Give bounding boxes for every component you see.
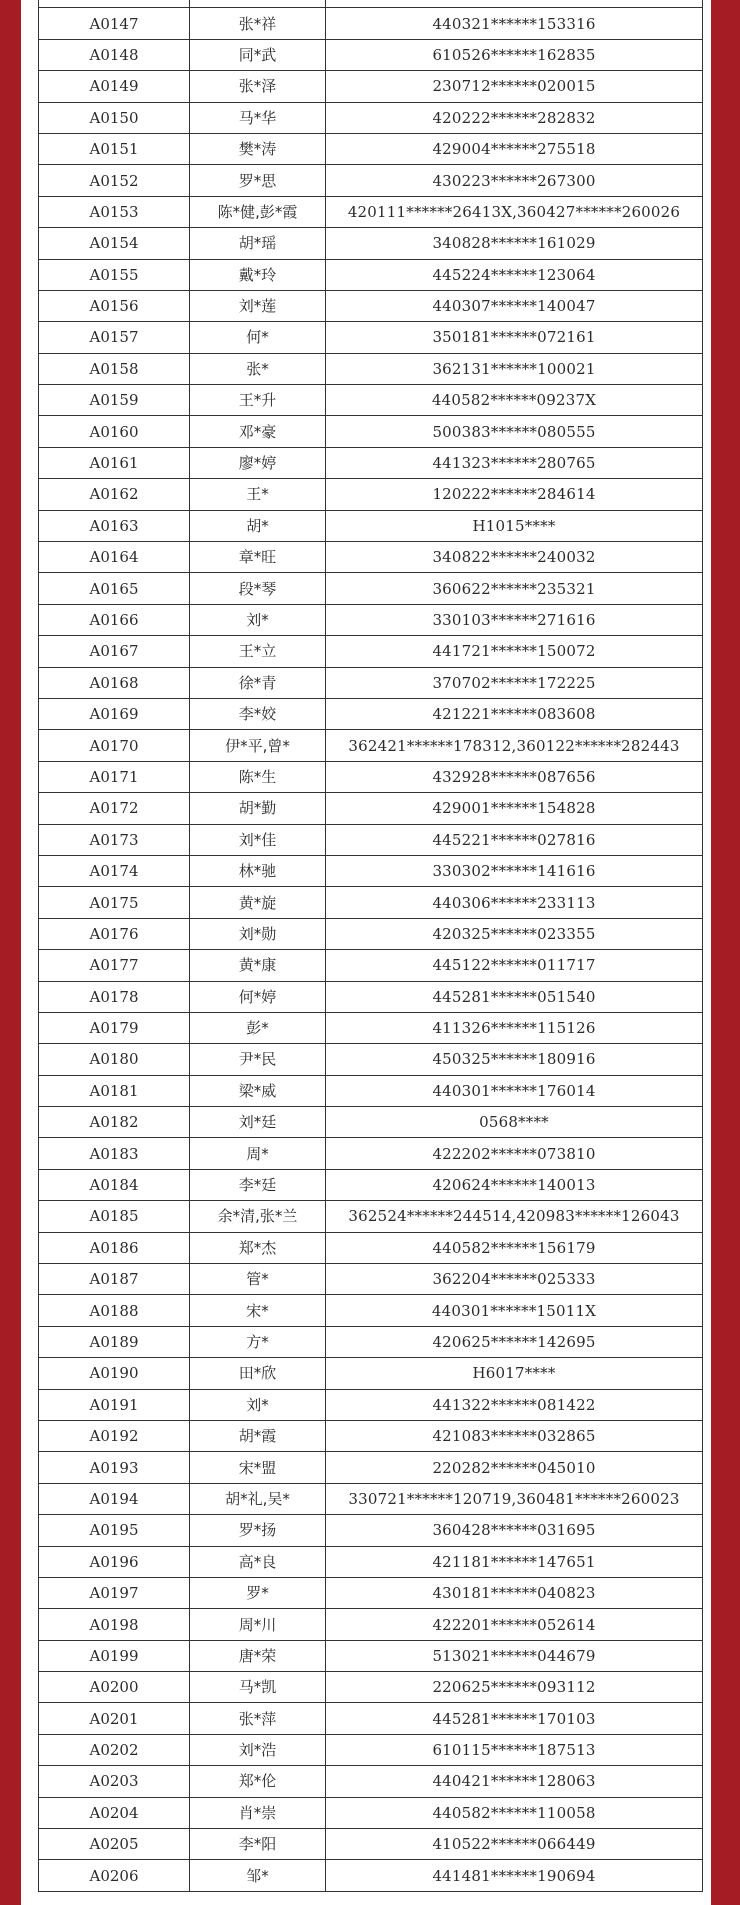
table-row	[39, 855, 703, 886]
id-number-cell: 420222******282832	[326, 102, 703, 133]
id-number-cell: 440306******233113	[326, 887, 703, 918]
id-number-cell: 610526******162835	[326, 39, 703, 70]
id-number-cell: 429004******275518	[326, 133, 703, 164]
name-cell: 胡*礼,吴*	[190, 1483, 326, 1514]
name-cell: 张*祥	[190, 8, 326, 39]
table-row	[39, 636, 703, 667]
name-cell: 邹*	[190, 1860, 326, 1891]
serial-number-cell: A0177	[39, 950, 190, 981]
serial-number-cell: A0172	[39, 793, 190, 824]
table-row	[39, 165, 703, 196]
id-number-cell: 220282******045010	[326, 1452, 703, 1483]
id-number-cell: 440307******140047	[326, 290, 703, 321]
name-cell: 李*廷	[190, 1169, 326, 1200]
id-number-cell: 422201******052614	[326, 1609, 703, 1640]
serial-number-cell: A0155	[39, 259, 190, 290]
name-cell: 周*	[190, 1138, 326, 1169]
table-row	[39, 1326, 703, 1357]
table-row	[39, 479, 703, 510]
serial-number-cell: A0160	[39, 416, 190, 447]
serial-number-cell: A0157	[39, 322, 190, 353]
name-cell: 刘*廷	[190, 1107, 326, 1138]
serial-number-cell: A0153	[39, 196, 190, 227]
name-cell: 彭*	[190, 1012, 326, 1043]
id-number-cell: 445221******027816	[326, 824, 703, 855]
serial-number-cell: A0196	[39, 1546, 190, 1577]
serial-number-cell: A0182	[39, 1107, 190, 1138]
id-number-cell: 445122******011717	[326, 950, 703, 981]
serial-number-cell: A0158	[39, 353, 190, 384]
table-row	[39, 542, 703, 573]
name-cell: 管*	[190, 1264, 326, 1295]
table-row	[39, 1483, 703, 1514]
name-cell: 张*泽	[190, 71, 326, 102]
table-row	[39, 1829, 703, 1860]
serial-number-cell: A0192	[39, 1420, 190, 1451]
serial-number-cell: A0195	[39, 1515, 190, 1546]
name-cell: 梁*威	[190, 1075, 326, 1106]
table-row	[39, 730, 703, 761]
name-cell: 王*	[190, 479, 326, 510]
id-number-cell: 360428******031695	[326, 1515, 703, 1546]
id-number-cell: 440301******176014	[326, 1075, 703, 1106]
serial-number-cell: A0191	[39, 1389, 190, 1420]
id-number-cell: 120222******284614	[326, 479, 703, 510]
name-cell: 章*旺	[190, 542, 326, 573]
serial-number-cell: A0166	[39, 604, 190, 635]
name-cell: 徐*青	[190, 667, 326, 698]
table-row	[39, 761, 703, 792]
table-row	[39, 385, 703, 416]
name-cell: 郑*伦	[190, 1766, 326, 1797]
serial-number-cell: A0171	[39, 761, 190, 792]
registration-table	[38, 0, 703, 1892]
table-row	[39, 1515, 703, 1546]
id-number-cell: 411326******115126	[326, 1012, 703, 1043]
id-number-cell: 362421******178312,360122******282443	[326, 730, 703, 761]
serial-number-cell: A0149	[39, 71, 190, 102]
name-cell: 刘*浩	[190, 1734, 326, 1765]
table-row	[39, 1420, 703, 1451]
table-row	[39, 698, 703, 729]
id-number-cell: 420325******023355	[326, 918, 703, 949]
serial-number-cell: A0174	[39, 855, 190, 886]
id-number-cell: 421221******083608	[326, 698, 703, 729]
name-cell: 樊*涛	[190, 133, 326, 164]
serial-number-cell: A0168	[39, 667, 190, 698]
name-cell: 陈*生	[190, 761, 326, 792]
name-cell: 王*升	[190, 385, 326, 416]
serial-number-cell: A0178	[39, 981, 190, 1012]
table-row	[39, 133, 703, 164]
table-row	[39, 71, 703, 102]
id-number-cell: 230712******020015	[326, 71, 703, 102]
name-cell: 何*	[190, 322, 326, 353]
name-cell	[190, 0, 326, 8]
serial-number-cell: A0175	[39, 887, 190, 918]
id-number-cell: 362204******025333	[326, 1264, 703, 1295]
name-cell: 唐*荣	[190, 1640, 326, 1671]
id-number-cell: 440421******128063	[326, 1766, 703, 1797]
id-number-cell	[326, 0, 703, 8]
table-row	[39, 573, 703, 604]
id-number-cell: 440582******09237X	[326, 385, 703, 416]
table-row	[39, 1107, 703, 1138]
id-number-cell: 420625******142695	[326, 1326, 703, 1357]
id-number-cell: H6017****	[326, 1358, 703, 1389]
table-row	[39, 1640, 703, 1671]
name-cell: 李*姣	[190, 698, 326, 729]
id-number-cell: 441323******280765	[326, 447, 703, 478]
name-cell: 刘*勋	[190, 918, 326, 949]
table-row	[39, 1232, 703, 1263]
name-cell: 刘*莲	[190, 290, 326, 321]
name-cell: 胡*霞	[190, 1420, 326, 1451]
id-number-cell: 421083******032865	[326, 1420, 703, 1451]
name-cell: 段*琴	[190, 573, 326, 604]
id-number-cell: 360622******235321	[326, 573, 703, 604]
table-row	[39, 510, 703, 541]
serial-number-cell: A0184	[39, 1169, 190, 1200]
serial-number-cell: A0198	[39, 1609, 190, 1640]
id-number-cell: 445281******051540	[326, 981, 703, 1012]
serial-number-cell: A0179	[39, 1012, 190, 1043]
serial-number-cell: A0183	[39, 1138, 190, 1169]
serial-number-cell: A0186	[39, 1232, 190, 1263]
table-row	[39, 102, 703, 133]
id-number-cell: 445281******170103	[326, 1703, 703, 1734]
serial-number-cell: A0193	[39, 1452, 190, 1483]
serial-number-cell: A0188	[39, 1295, 190, 1326]
table-row	[39, 290, 703, 321]
id-number-cell: 441721******150072	[326, 636, 703, 667]
name-cell: 方*	[190, 1326, 326, 1357]
table-row	[39, 1358, 703, 1389]
name-cell: 陈*健,彭*霞	[190, 196, 326, 227]
id-number-cell: 445224******123064	[326, 259, 703, 290]
name-cell: 宋*	[190, 1295, 326, 1326]
serial-number-cell: A0180	[39, 1044, 190, 1075]
id-number-cell: 440321******153316	[326, 8, 703, 39]
name-cell: 刘*佳	[190, 824, 326, 855]
id-number-cell: 513021******044679	[326, 1640, 703, 1671]
table-row	[39, 918, 703, 949]
serial-number-cell: A0187	[39, 1264, 190, 1295]
id-number-cell: 340828******161029	[326, 228, 703, 259]
table-row	[39, 196, 703, 227]
id-number-cell: 430181******040823	[326, 1577, 703, 1608]
serial-number-cell: A0181	[39, 1075, 190, 1106]
id-number-cell: 440301******15011X	[326, 1295, 703, 1326]
name-cell: 罗*扬	[190, 1515, 326, 1546]
name-cell: 马*凯	[190, 1672, 326, 1703]
id-number-cell: 432928******087656	[326, 761, 703, 792]
id-number-cell: 430223******267300	[326, 165, 703, 196]
table-row	[39, 1044, 703, 1075]
table-row	[39, 1389, 703, 1420]
table-row	[39, 1860, 703, 1891]
serial-number-cell	[39, 0, 190, 8]
table-row	[39, 0, 703, 8]
name-cell: 同*武	[190, 39, 326, 70]
table-row	[39, 228, 703, 259]
table-row	[39, 1703, 703, 1734]
table-row	[39, 416, 703, 447]
serial-number-cell: A0189	[39, 1326, 190, 1357]
id-number-cell: 421181******147651	[326, 1546, 703, 1577]
name-cell: 刘*	[190, 604, 326, 635]
name-cell: 刘*	[190, 1389, 326, 1420]
id-number-cell: 220625******093112	[326, 1672, 703, 1703]
serial-number-cell: A0197	[39, 1577, 190, 1608]
serial-number-cell: A0185	[39, 1201, 190, 1232]
id-number-cell: 330721******120719,360481******260023	[326, 1483, 703, 1514]
serial-number-cell: A0169	[39, 698, 190, 729]
id-number-cell: 330103******271616	[326, 604, 703, 635]
name-cell: 黄*旋	[190, 887, 326, 918]
name-cell: 余*清,张*兰	[190, 1201, 326, 1232]
id-number-cell: 362524******244514,420983******126043	[326, 1201, 703, 1232]
table-row	[39, 1766, 703, 1797]
serial-number-cell: A0204	[39, 1797, 190, 1828]
serial-number-cell: A0167	[39, 636, 190, 667]
table-row	[39, 39, 703, 70]
name-cell: 田*欣	[190, 1358, 326, 1389]
id-number-cell: 350181******072161	[326, 322, 703, 353]
table-row	[39, 1138, 703, 1169]
name-cell: 罗*思	[190, 165, 326, 196]
id-number-cell: 450325******180916	[326, 1044, 703, 1075]
table-row	[39, 824, 703, 855]
serial-number-cell: A0154	[39, 228, 190, 259]
serial-number-cell: A0162	[39, 479, 190, 510]
table-row	[39, 1734, 703, 1765]
name-cell: 廖*婷	[190, 447, 326, 478]
table-row	[39, 793, 703, 824]
table-row	[39, 1797, 703, 1828]
table-row	[39, 259, 703, 290]
table-row	[39, 8, 703, 39]
name-cell: 林*驰	[190, 855, 326, 886]
serial-number-cell: A0163	[39, 510, 190, 541]
id-number-cell: 440582******156179	[326, 1232, 703, 1263]
serial-number-cell: A0161	[39, 447, 190, 478]
id-number-cell: 429001******154828	[326, 793, 703, 824]
serial-number-cell: A0205	[39, 1829, 190, 1860]
serial-number-cell: A0164	[39, 542, 190, 573]
name-cell: 胡*	[190, 510, 326, 541]
id-number-cell: 610115******187513	[326, 1734, 703, 1765]
name-cell: 张*	[190, 353, 326, 384]
name-cell: 郑*杰	[190, 1232, 326, 1263]
name-cell: 高*良	[190, 1546, 326, 1577]
id-number-cell: 370702******172225	[326, 667, 703, 698]
serial-number-cell: A0202	[39, 1734, 190, 1765]
table-container	[38, 0, 702, 1892]
serial-number-cell: A0170	[39, 730, 190, 761]
id-number-cell: 422202******073810	[326, 1138, 703, 1169]
name-cell: 周*川	[190, 1609, 326, 1640]
name-cell: 胡*瑶	[190, 228, 326, 259]
name-cell: 邓*豪	[190, 416, 326, 447]
table-row	[39, 667, 703, 698]
table-row	[39, 1295, 703, 1326]
id-number-cell: 362131******100021	[326, 353, 703, 384]
content-panel	[21, 0, 711, 1905]
id-number-cell: 420624******140013	[326, 1169, 703, 1200]
table-row	[39, 1169, 703, 1200]
name-cell: 何*婷	[190, 981, 326, 1012]
serial-number-cell: A0173	[39, 824, 190, 855]
serial-number-cell: A0201	[39, 1703, 190, 1734]
name-cell: 戴*玲	[190, 259, 326, 290]
table-row	[39, 1012, 703, 1043]
serial-number-cell: A0200	[39, 1672, 190, 1703]
table-row	[39, 322, 703, 353]
id-number-cell: 0568****	[326, 1107, 703, 1138]
name-cell: 宋*盟	[190, 1452, 326, 1483]
serial-number-cell: A0176	[39, 918, 190, 949]
table-row	[39, 887, 703, 918]
serial-number-cell: A0147	[39, 8, 190, 39]
serial-number-cell: A0194	[39, 1483, 190, 1514]
name-cell: 张*萍	[190, 1703, 326, 1734]
id-number-cell: H1015****	[326, 510, 703, 541]
table-row	[39, 447, 703, 478]
id-number-cell: 440582******110058	[326, 1797, 703, 1828]
table-row	[39, 1201, 703, 1232]
serial-number-cell: A0151	[39, 133, 190, 164]
serial-number-cell: A0156	[39, 290, 190, 321]
table-row	[39, 604, 703, 635]
table-row	[39, 1075, 703, 1106]
id-number-cell: 410522******066449	[326, 1829, 703, 1860]
id-number-cell: 330302******141616	[326, 855, 703, 886]
table-row	[39, 981, 703, 1012]
serial-number-cell: A0148	[39, 39, 190, 70]
id-number-cell: 441322******081422	[326, 1389, 703, 1420]
serial-number-cell: A0152	[39, 165, 190, 196]
id-number-cell: 441481******190694	[326, 1860, 703, 1891]
table-row	[39, 1577, 703, 1608]
name-cell: 伊*平,曾*	[190, 730, 326, 761]
name-cell: 罗*	[190, 1577, 326, 1608]
serial-number-cell: A0203	[39, 1766, 190, 1797]
name-cell: 胡*勤	[190, 793, 326, 824]
table-row	[39, 1672, 703, 1703]
table-row	[39, 950, 703, 981]
id-number-cell: 420111******26413X,360427******260026	[326, 196, 703, 227]
serial-number-cell: A0159	[39, 385, 190, 416]
id-number-cell: 340822******240032	[326, 542, 703, 573]
table-row	[39, 1452, 703, 1483]
name-cell: 马*华	[190, 102, 326, 133]
name-cell: 李*阳	[190, 1829, 326, 1860]
name-cell: 肖*崇	[190, 1797, 326, 1828]
serial-number-cell: A0165	[39, 573, 190, 604]
serial-number-cell: A0190	[39, 1358, 190, 1389]
table-row	[39, 1609, 703, 1640]
name-cell: 王*立	[190, 636, 326, 667]
table-body	[39, 0, 703, 1891]
table-row	[39, 1264, 703, 1295]
table-row	[39, 1546, 703, 1577]
name-cell: 黄*康	[190, 950, 326, 981]
name-cell: 尹*民	[190, 1044, 326, 1075]
serial-number-cell: A0199	[39, 1640, 190, 1671]
table-row	[39, 353, 703, 384]
id-number-cell: 500383******080555	[326, 416, 703, 447]
serial-number-cell: A0206	[39, 1860, 190, 1891]
serial-number-cell: A0150	[39, 102, 190, 133]
